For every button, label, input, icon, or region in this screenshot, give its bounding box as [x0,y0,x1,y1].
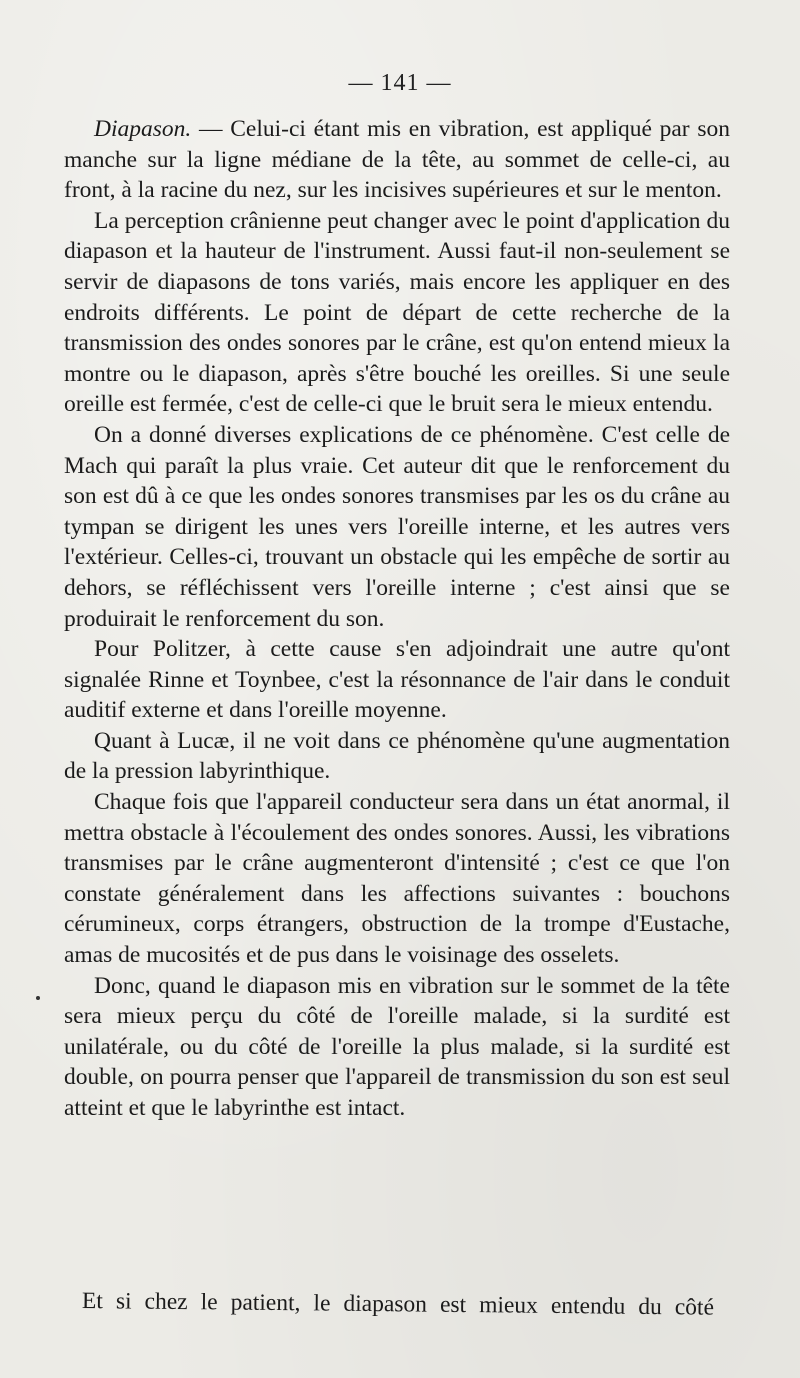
paragraph-politzer [64,634,730,726]
paragraph-lucae [64,726,730,787]
paragraph-text: On a donné diverses explications de ce phénomène. C'est celle de Mach qui paraît la plus vraie. Cet auteur dit que le renforcement du son est dû à ce que les ondes sonores transmises par les os du crâne au tympan se dirigent les unes vers l'oreille interne, et les autres vers l'extérieur. Celles-ci, trouvant un obstacle qui les empêche de sortir au dehors, se réfléchissent vers l'oreille interne ; c'est ainsi que se produirait le renforcement du son. [64,421,730,632]
paragraph-text: Chaque fois que l'appareil conducteur sera dans un état anormal, il mettra obstacle à l'écoulement des ondes sonores. Aussi, les vibrations transmises par le crâne augmenteront d'intensité ; c'est ce que l'on constate généralement dans les affections suivantes : bouchons cérumineux, corps étrangers, obstruction de la trompe d'Eustache, amas de mucosités et de pus dans le voisinage des osselets. [64,789,730,969]
paragraph-text: Donc, quand le diapason mis en vibration sur le sommet de la tête sera mieux perçu du côté de l'oreille malade, si la surdité est unilatérale, ou du côté de l'oreille la plus malade, si la surdité est double, on pourra penser que l'appareil de transmission du son est seul atteint et que le labyrinthe est intact. [64,972,730,1121]
paragraph-text: La perception crânienne peut changer avec le point d'application du diapason et la hauteur de l'instrument. Aussi faut-il non-seulement se servir de diapasons de tons variés, mais encore les appliquer en des endroits différents. Le point de départ de cette recherche de la transmission des ondes sonores par le crâne, est qu'on entend mieux la montre ou le diapason, après s'être bouché les oreilles. Si une seule oreille est fermée, c'est de celle-ci que le bruit sera le mieux entendu. [64,207,730,418]
paragraph-text: Pour Politzer, à cette cause s'en adjoindrait une autre qu'ont signalée Rinne et Toynbee, c'est la résonnance de l'air dans le conduit auditif externe et dans l'oreille moyenne. [64,636,730,724]
paragraph-explications [64,420,730,634]
paragraph-perception [64,206,730,420]
closing-line: Et si chez le patient, le diapason est mieux entendu du côté [81,1288,715,1321]
page-number: — 141 — [348,70,452,96]
paragraph-conclusion [64,971,730,1124]
ink-speck [36,996,40,1000]
body-text [64,114,730,1124]
paragraph-diapason [64,114,730,206]
paragraph-text: Quant à Lucæ, il ne voit dans ce phénomène qu'une augmentation de la pression labyrinthique. [64,727,730,785]
paragraph-lead-term: Diapason. [94,116,192,142]
paragraph-text: — Celui-ci étant mis en vibration, est appliqué par son manche sur la ligne médiane de la tête, au sommet de celle-ci, au front, à la racine du nez, sur les incisives supérieures et sur le menton. [64,116,730,204]
paragraph-appareil-conducteur [64,787,730,971]
